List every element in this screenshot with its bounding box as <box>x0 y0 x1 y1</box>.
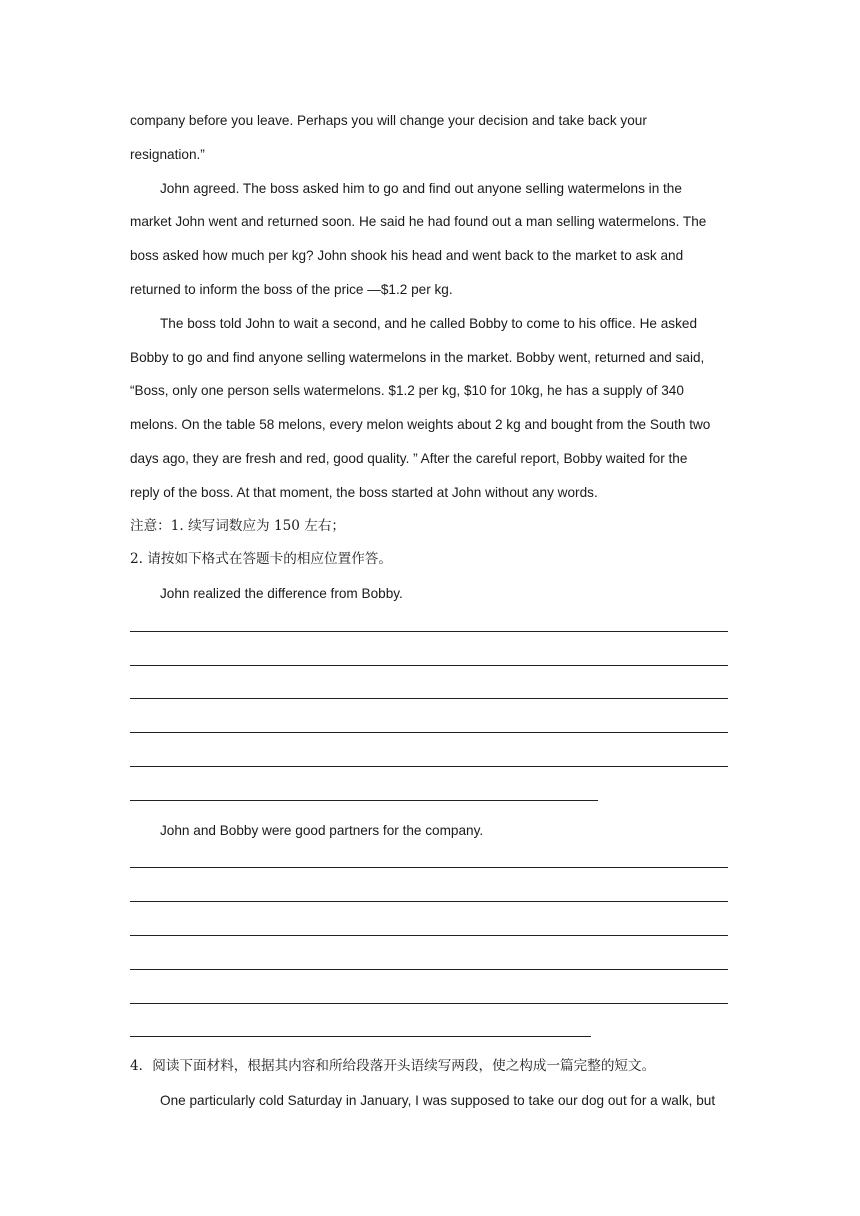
paragraph-line: days ago, they are fresh and red, good quality. ” After the careful report, Bobby waited for the <box>130 450 688 466</box>
continuation-prompt-1: John realized the difference from Bobby. <box>160 586 403 602</box>
continuation-prompt-2: John and Bobby were good partners for the company. <box>160 822 484 838</box>
answer-blank-line[interactable] <box>130 746 728 780</box>
answer-blank-line[interactable] <box>130 611 728 645</box>
answer-blank-line[interactable] <box>130 1017 728 1051</box>
answer-blank-line[interactable] <box>130 881 728 915</box>
answer-blank-line[interactable] <box>130 645 728 679</box>
paragraph-line: The boss told John to wait a second, and he called Bobby to come to his office. He asked <box>160 315 698 331</box>
paragraph-line: company before you leave. Perhaps you will change your decision and take back your <box>130 113 647 128</box>
paragraph-line: market John went and returned soon. He said he had found out a man selling watermelons. The <box>130 214 707 230</box>
question-4-instruction: 4．阅读下面材料，根据其内容和所给段落开头语续写两段，使之构成一篇完整的短文。 <box>130 1058 656 1075</box>
answer-blank-line[interactable] <box>130 915 728 949</box>
paragraph-line: melons. On the table 58 melons, every melon weights about 2 kg and bought from the South two <box>130 417 711 433</box>
paragraph-line: John agreed. The boss asked him to go and find out anyone selling watermelons in the <box>160 180 682 196</box>
answer-blank-line[interactable] <box>130 712 728 746</box>
paragraph-line: “Boss, only one person sells watermelons. $1.2 per kg, $10 for 10kg, he has a supply of 340 <box>130 383 684 399</box>
answer-blank-line[interactable] <box>130 949 728 983</box>
paragraph-line: boss asked how much per kg? John shook his head and went back to the market to ask and <box>130 248 684 264</box>
document-body <box>130 104 728 1118</box>
question-4-first-line: One particularly cold Saturday in January, I was supposed to take our dog out for a walk, but <box>160 1093 716 1109</box>
answer-blank-line[interactable] <box>130 679 728 713</box>
paragraph-line: resignation.” <box>130 146 205 162</box>
paragraph-line: reply of the boss. At that moment, the boss started at John without any words. <box>130 484 598 500</box>
note-answer-format: 2. 请按如下格式在答题卡的相应位置作答。 <box>130 551 392 568</box>
note-word-count: 注意：1. 续写词数应为 150 左右； <box>130 517 346 534</box>
answer-blank-line[interactable] <box>130 848 728 882</box>
answer-blank-line[interactable] <box>130 983 728 1017</box>
paragraph-line: returned to inform the boss of the price —$1.2 per kg. <box>130 281 453 297</box>
paragraph-line: Bobby to go and find anyone selling watermelons in the market. Bobby went, returned and said, <box>130 349 705 365</box>
answer-blank-line[interactable] <box>130 780 728 814</box>
